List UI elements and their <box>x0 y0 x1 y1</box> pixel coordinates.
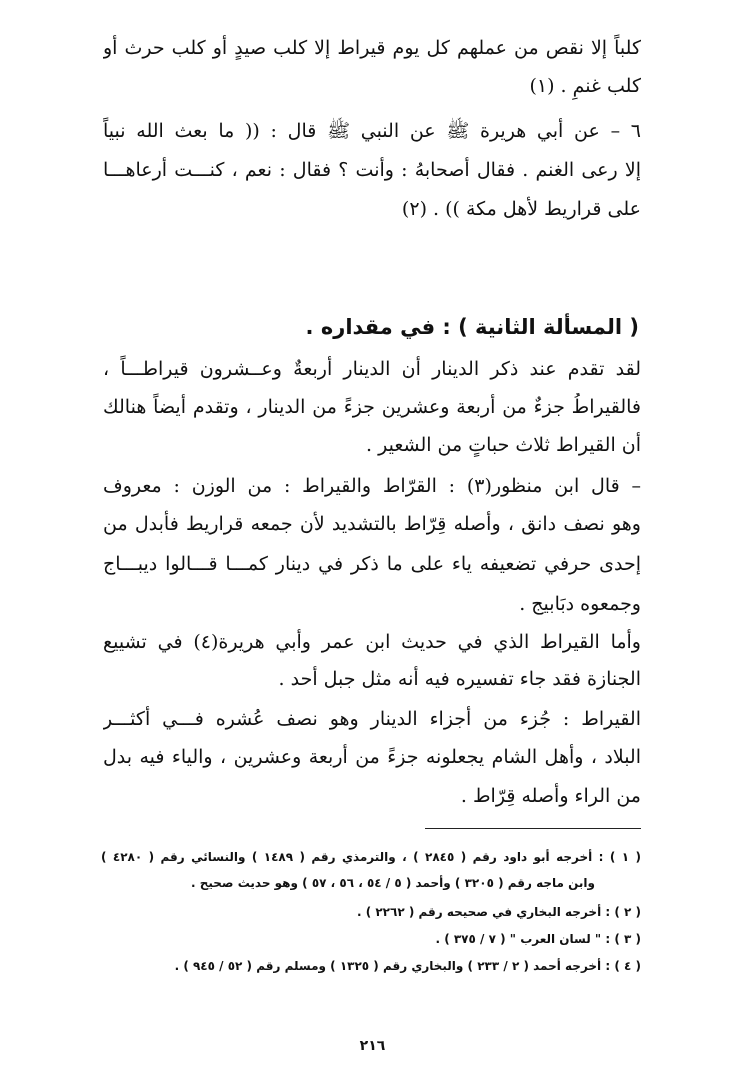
footnote: ( ٤ ) : أخرجه أحمد ( ٢ / ٢٣٣ ) والبخاري رقم ( ١٣٢٥ ) ومسلم رقم ( ٥٢ / ٩٤٥ ) . <box>174 959 641 973</box>
body-line: كلباً إلا نقص من عملهم كل يوم قيراط إلا كلب صيدٍ أو كلب حرث أو <box>103 37 641 59</box>
body-line: ٦ – عن أبي هريرة ﷺ عن النبي ﷺ قال : (( ما بعث الله نبياً <box>103 120 641 142</box>
footnote: ( ٢ ) : أخرجه البخاري في صحيحه رقم ( ٢٢٦٢ ) . <box>356 905 641 919</box>
body-line: وجمعوه دبَابيج . <box>519 593 641 615</box>
footnote: وابن ماجه رقم ( ٣٢٠٥ ) وأحمد ( ٥ / ٥٤ ، ٥٦ ، ٥٧ ) وهو حديث صحيح . <box>190 876 595 890</box>
body-line: كلب غنمٍ . (١) <box>529 75 641 97</box>
section-heading: ( المسألة الثانية ) : في مقداره . <box>305 315 639 339</box>
body-line: أن القيراط ثلاث حباتٍ من الشعير . <box>366 434 641 456</box>
body-line: وهو نصف دانق ، وأصله قِرّاط بالتشديد لأن جمعه قراريط فأبدل من <box>103 513 641 535</box>
body-line: إحدى حرفي تضعيفه ياء على ما ذكر في دينار كمـــا قـــالوا ديبـــاج <box>103 553 641 575</box>
page-number: ٢١٦ <box>359 1038 386 1054</box>
body-line: لقد تقدم عند ذكر الدينار أن الدينار أربعةٌ وعــشرون قيراطـــاً ، <box>103 358 641 380</box>
body-line: فالقيراطُ جزءٌ من أربعة وعشرين جزءً من الدينار ، وتقدم أيضاً هنالك <box>103 396 641 418</box>
body-line: الجنازة فقد جاء تفسيره فيه أنه مثل جبل أحد . <box>278 668 641 690</box>
body-line: القيراط : جُزء من أجزاء الدينار وهو نصف عُشره فـــي أكثـــر <box>103 708 641 730</box>
body-line: وأما القيراط الذي في حديث ابن عمر وأبي هريرة(٤) في تشييع <box>103 631 641 653</box>
body-line: البلاد ، وأهل الشام يجعلونه جزءً من أربعة وعشرين ، والياء فيه بدل <box>103 746 641 768</box>
body-line: إلا رعى الغنم . فقال أصحابهُ : وأنت ؟ فقال : نعم ، كنـــت أرعاهـــا <box>103 159 641 181</box>
body-line: على قراريط لأهل مكة )) . (٢) <box>401 198 641 220</box>
footnote: ( ١ ) : أخرجه أبو داود رقم ( ٢٨٤٥ ) ، والترمذي رقم ( ١٤٨٩ ) والنسائي رقم ( ٤٢٨٠ ) <box>101 850 641 864</box>
footnote-separator <box>425 828 641 829</box>
body-line: – قال ابن منظور(٣) : القرّاط والقيراط : من الوزن : معروف <box>103 475 641 497</box>
footnote: ( ٣ ) : " لسان العرب " ( ٧ / ٣٧٥ ) . <box>435 932 641 946</box>
body-line: من الراء وأصله قِرّاط . <box>460 785 641 807</box>
